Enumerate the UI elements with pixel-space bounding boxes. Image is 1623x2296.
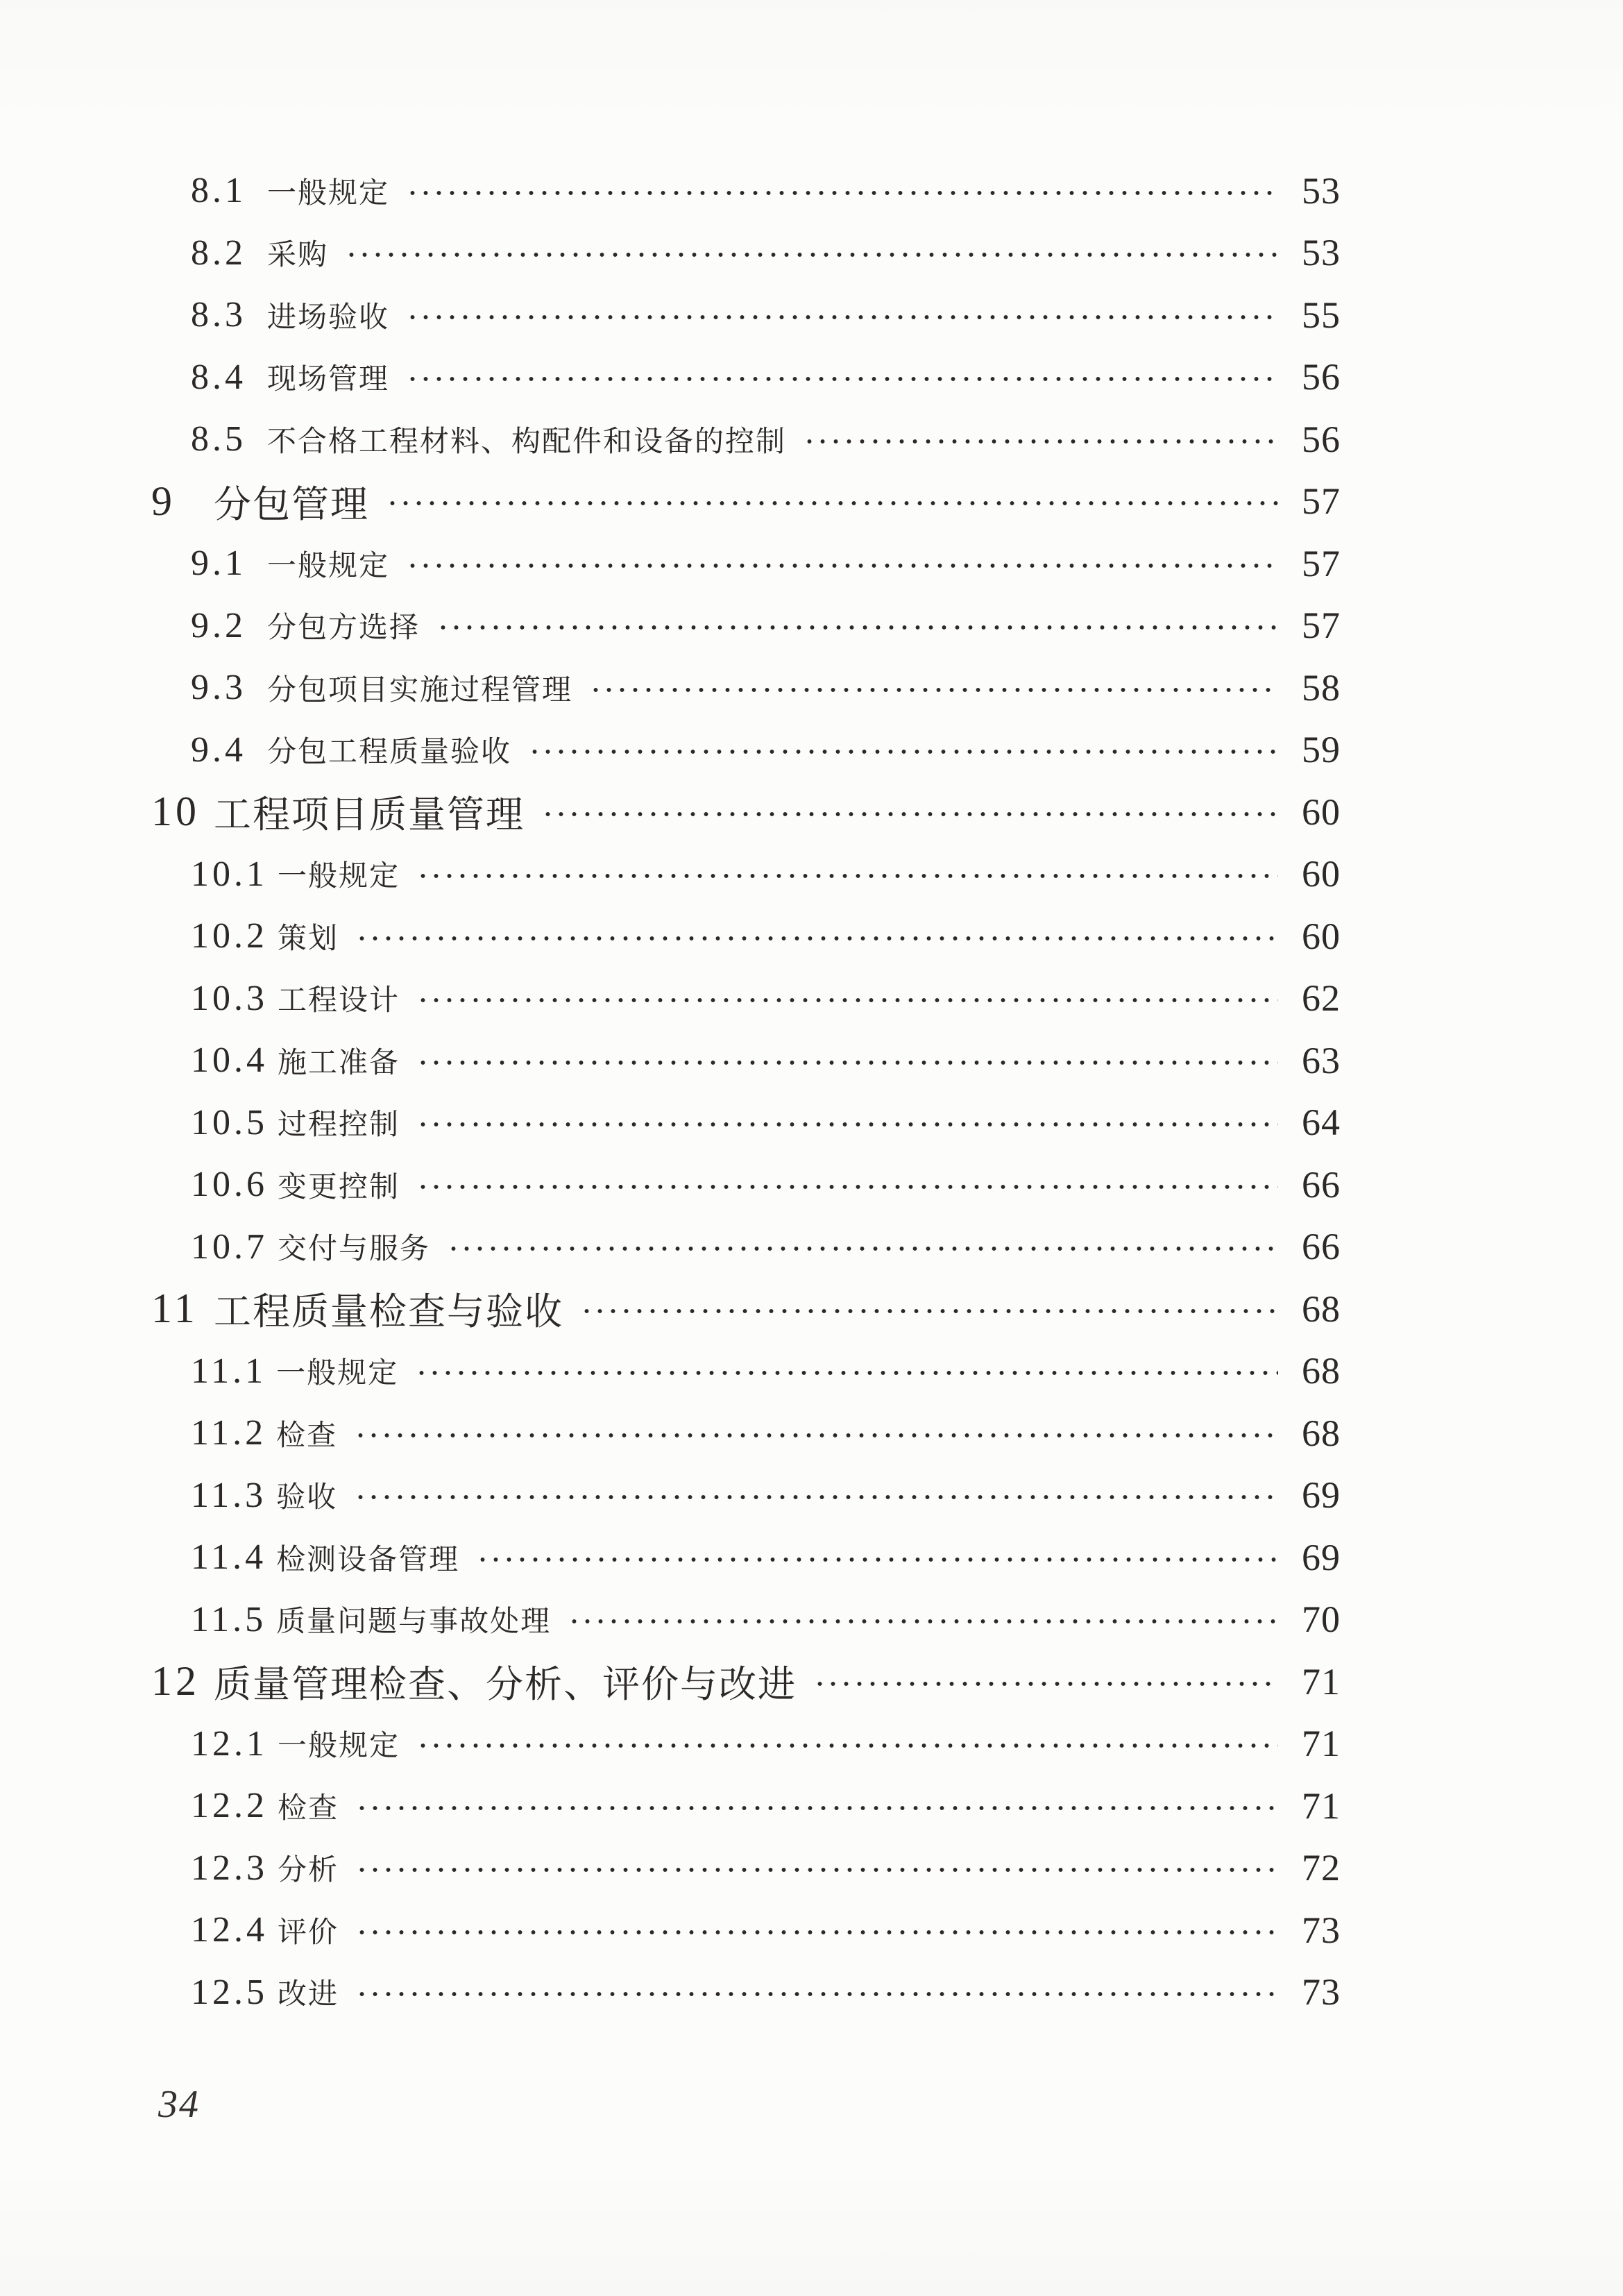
toc-entry-title: 一般规定 xyxy=(276,1358,399,1390)
toc-entry-page: 68 xyxy=(1302,1288,1341,1330)
toc-entry-number: 12 xyxy=(151,1658,200,1705)
leader-dots-icon xyxy=(589,686,1278,694)
toc-entry-title: 一般规定 xyxy=(267,550,390,582)
toc-list xyxy=(151,160,1341,2023)
leader-dots-icon xyxy=(416,1741,1278,1750)
toc-entry-page: 58 xyxy=(1302,666,1341,709)
toc-entry-title: 工程项目质量管理 xyxy=(214,794,525,836)
leader-dots-icon xyxy=(355,1804,1278,1812)
toc-row xyxy=(151,595,1341,657)
toc-entry-page: 69 xyxy=(1302,1536,1341,1578)
leader-dots-icon xyxy=(345,251,1278,259)
toc-entry-page: 57 xyxy=(1302,542,1341,584)
toc-entry-title: 进场验收 xyxy=(267,301,390,334)
leader-dots-icon xyxy=(355,1866,1278,1874)
toc-row xyxy=(151,905,1341,968)
toc-entry-number: 10.5 xyxy=(191,1102,268,1142)
toc-row xyxy=(151,284,1341,346)
toc-entry-page: 72 xyxy=(1302,1847,1341,1889)
toc-entry-number: 8.1 xyxy=(191,171,246,211)
toc-row xyxy=(151,843,1341,906)
leader-dots-icon xyxy=(476,1555,1278,1564)
toc-entry-title: 工程设计 xyxy=(278,985,400,1018)
toc-entry-number: 12.4 xyxy=(191,1910,268,1950)
toc-entry-page: 60 xyxy=(1302,915,1341,957)
toc-entry-page: 68 xyxy=(1302,1412,1341,1454)
toc-entry-title: 分包管理 xyxy=(214,483,369,525)
toc-entry-title: 检测设备管理 xyxy=(276,1544,460,1576)
leader-dots-icon xyxy=(406,562,1278,570)
leader-dots-icon xyxy=(406,313,1278,321)
leader-dots-icon xyxy=(355,1990,1278,1998)
toc-entry-title: 改进 xyxy=(278,1979,339,2011)
toc-row xyxy=(151,1961,1341,2024)
toc-entry-title: 验收 xyxy=(276,1482,338,1514)
toc-entry-number: 8.2 xyxy=(191,233,246,273)
toc-row xyxy=(151,781,1341,843)
toc-entry-number: 11 xyxy=(151,1285,198,1332)
toc-entry-number: 9.3 xyxy=(191,668,246,708)
toc-entry-title: 检查 xyxy=(276,1419,338,1452)
toc-entry-number: 9.2 xyxy=(191,605,246,645)
leader-dots-icon xyxy=(803,437,1278,446)
page-folio: 34 xyxy=(158,2083,200,2126)
toc-entry-page: 66 xyxy=(1302,1163,1341,1206)
leader-dots-icon xyxy=(355,934,1278,943)
toc-entry-page: 71 xyxy=(1302,1723,1341,1765)
leader-dots-icon xyxy=(416,996,1278,1004)
toc-row xyxy=(151,719,1341,782)
toc-entry-page: 68 xyxy=(1302,1350,1341,1392)
toc-row xyxy=(151,1651,1341,1713)
toc-entry-page: 57 xyxy=(1302,605,1341,647)
toc-entry-number: 10.2 xyxy=(191,916,268,956)
leader-dots-icon xyxy=(813,1680,1278,1688)
toc-entry-number: 11.4 xyxy=(191,1537,267,1578)
leader-dots-icon xyxy=(541,810,1278,818)
toc-entry-page: 59 xyxy=(1302,729,1341,771)
toc-entry-page: 73 xyxy=(1302,1909,1341,1951)
leader-dots-icon xyxy=(416,1058,1278,1067)
toc-row xyxy=(151,1589,1341,1651)
toc-entry-title: 施工准备 xyxy=(278,1047,400,1079)
toc-row xyxy=(151,160,1341,222)
toc-entry-page: 57 xyxy=(1302,480,1341,523)
toc-entry-number: 12.1 xyxy=(191,1723,268,1764)
leader-dots-icon xyxy=(354,1431,1278,1440)
toc-entry-number: 8.3 xyxy=(191,295,246,335)
toc-row xyxy=(151,1713,1341,1775)
toc-entry-number: 10 xyxy=(151,788,200,835)
toc-entry-number: 10.6 xyxy=(191,1165,268,1205)
toc-row xyxy=(151,1526,1341,1589)
toc-entry-number: 8.5 xyxy=(191,419,246,459)
toc-entry-number: 11.5 xyxy=(191,1599,267,1639)
toc-entry-number: 12.5 xyxy=(191,1972,268,2012)
toc-entry-number: 11.2 xyxy=(191,1413,267,1453)
toc-entry-title: 交付与服务 xyxy=(278,1233,431,1266)
leader-dots-icon xyxy=(416,1183,1278,1191)
leader-dots-icon xyxy=(416,872,1278,880)
toc-row xyxy=(151,532,1341,595)
toc-row xyxy=(151,471,1341,533)
toc-entry-page: 70 xyxy=(1302,1598,1341,1641)
toc-entry-title: 不合格工程材料、构配件和设备的控制 xyxy=(267,425,787,458)
toc-entry-page: 60 xyxy=(1302,791,1341,833)
toc-row xyxy=(151,1340,1341,1403)
toc-entry-title: 过程控制 xyxy=(278,1109,400,1142)
leader-dots-icon xyxy=(386,499,1278,507)
toc-entry-number: 9.4 xyxy=(191,729,246,770)
leader-dots-icon xyxy=(355,1928,1278,1936)
toc-row xyxy=(151,1775,1341,1837)
leader-dots-icon xyxy=(415,1369,1278,1377)
toc-entry-title: 工程质量检查与验收 xyxy=(214,1291,563,1333)
toc-entry-number: 12.3 xyxy=(191,1848,268,1888)
toc-entry-number: 11.3 xyxy=(191,1475,267,1515)
leader-dots-icon xyxy=(580,1307,1278,1315)
toc-entry-number: 12.2 xyxy=(191,1786,268,1826)
toc-entry-number: 11.1 xyxy=(191,1351,267,1391)
toc-entry-page: 56 xyxy=(1302,418,1341,460)
toc-row xyxy=(151,222,1341,285)
toc-entry-number: 8.4 xyxy=(191,357,246,397)
leader-dots-icon xyxy=(406,189,1278,197)
toc-entry-page: 69 xyxy=(1302,1474,1341,1517)
toc-entry-title: 一般规定 xyxy=(278,861,400,893)
toc-entry-page: 60 xyxy=(1302,853,1341,895)
leader-dots-icon xyxy=(354,1493,1278,1501)
toc-entry-page: 53 xyxy=(1302,232,1341,274)
toc-entry-page: 73 xyxy=(1302,1971,1341,2014)
toc-entry-page: 56 xyxy=(1302,356,1341,398)
toc-entry-number: 10.7 xyxy=(191,1226,268,1267)
leader-dots-icon xyxy=(436,623,1278,632)
toc-entry-title: 分析 xyxy=(278,1855,339,1887)
toc-entry-page: 64 xyxy=(1302,1101,1341,1144)
toc-row xyxy=(151,1899,1341,1961)
toc-row xyxy=(151,1029,1341,1092)
toc-row xyxy=(151,1154,1341,1216)
toc-row xyxy=(151,657,1341,719)
toc-entry-title: 采购 xyxy=(267,239,329,272)
toc-entry-page: 66 xyxy=(1302,1226,1341,1268)
leader-dots-icon xyxy=(406,375,1278,383)
toc-entry-page: 53 xyxy=(1302,169,1341,212)
toc-entry-page: 55 xyxy=(1302,294,1341,336)
toc-entry-page: 62 xyxy=(1302,977,1341,1020)
leader-dots-icon xyxy=(568,1617,1278,1626)
toc-row xyxy=(151,408,1341,471)
toc-entry-number: 10.3 xyxy=(191,978,268,1018)
leader-dots-icon xyxy=(416,1120,1278,1129)
toc-entry-title: 评价 xyxy=(278,1916,339,1949)
toc-entry-title: 分包方选择 xyxy=(267,612,420,645)
toc-entry-number: 9 xyxy=(151,478,176,524)
toc-entry-title: 检查 xyxy=(278,1792,339,1825)
toc-entry-page: 71 xyxy=(1302,1660,1341,1703)
toc-entry-title: 质量问题与事故处理 xyxy=(276,1606,552,1639)
toc-row xyxy=(151,346,1341,409)
toc-entry-number: 10.4 xyxy=(191,1040,268,1081)
leader-dots-icon xyxy=(528,748,1278,756)
toc-row xyxy=(151,1402,1341,1464)
toc-entry-title: 分包工程质量验收 xyxy=(267,736,512,769)
toc-row xyxy=(151,1216,1341,1278)
toc-entry-title: 分包项目实施过程管理 xyxy=(267,674,573,707)
toc-entry-number: 10.1 xyxy=(191,854,268,894)
toc-entry-title: 质量管理检查、分析、评价与改进 xyxy=(214,1664,797,1706)
toc-entry-title: 策划 xyxy=(278,922,339,955)
toc-entry-page: 63 xyxy=(1302,1039,1341,1081)
toc-entry-page: 71 xyxy=(1302,1784,1341,1827)
toc-row xyxy=(151,968,1341,1030)
toc-entry-number: 9.1 xyxy=(191,543,246,584)
leader-dots-icon xyxy=(447,1244,1278,1253)
toc-row xyxy=(151,1464,1341,1527)
toc-entry-title: 变更控制 xyxy=(278,1171,400,1204)
toc-entry-title: 现场管理 xyxy=(267,364,390,396)
toc-entry-title: 一般规定 xyxy=(267,177,390,210)
toc-row xyxy=(151,1092,1341,1154)
toc-row xyxy=(151,1837,1341,1900)
toc-entry-title: 一般规定 xyxy=(278,1730,400,1763)
toc-row xyxy=(151,1278,1341,1340)
